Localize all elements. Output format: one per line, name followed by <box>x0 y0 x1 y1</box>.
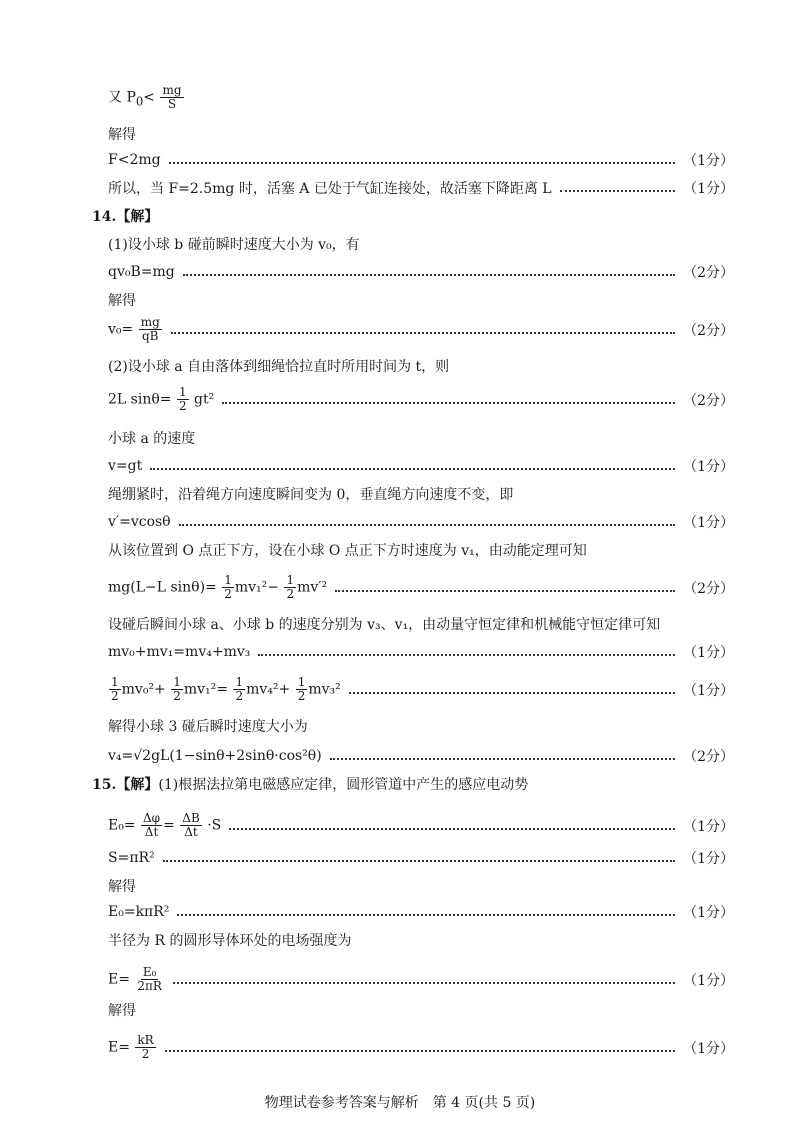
line-conclusion-piston: 所以，当 F=2.5mg 时，活塞 A 已处于气缸连接处，故活塞下降距离 L （1分） <box>108 178 734 198</box>
line-solve-3: 解得 <box>108 879 136 895</box>
leader-dots <box>179 522 675 526</box>
section-heading-15: 15.【解】(1)根据法拉第电磁感应定律，圆形管道中产生的感应电动势 <box>92 777 529 793</box>
line-collision-intro: 设碰后瞬间小球 a、小球 b 的速度分别为 v₃、v₁，由动量守恒定律和机械能守恒定律可知 <box>108 617 661 633</box>
leader-dots <box>183 272 675 276</box>
line-velocity-a: 小球 a 的速度 <box>108 431 196 447</box>
score: （1分） <box>683 682 734 699</box>
line-energy-conservation-eq: $\frac{1}{2}$ mv₀²+ $\frac{1}{2}$ mv₁²= $\frac{1}{2}$ mv₄²+ $\frac{1}{2}$ mv₃² （1分） <box>111 675 734 703</box>
leader-dots <box>560 188 675 192</box>
score: （1分） <box>683 905 734 921</box>
p0-prefix: 又 P <box>108 89 136 106</box>
leader-dots <box>335 588 675 592</box>
line-q14-part2-intro: (2)设小球 a 自由落体到细绳恰拉直时所用时间为 t，则 <box>108 359 450 375</box>
line-rope-tight: 绳绷紧时，沿着绳方向速度瞬间变为 0，垂直绳方向速度不变，即 <box>108 487 514 503</box>
line-e-field-eq: E= $\frac{\text{E₀}}{2\pi R}$ （1分） <box>108 965 734 993</box>
less-than: < <box>143 89 156 106</box>
line-faraday-eq: E₀= $\frac{\Delta\varphi}{\Delta t}$ = $\frac{\Delta B}{\Delta t}$ ·S （1分） <box>108 811 734 839</box>
leader-dots <box>229 826 675 830</box>
line-e0-result: E₀=kπR² （1分） <box>108 904 734 921</box>
line-inequality-p0 <box>108 84 734 111</box>
leader-dots <box>258 652 675 656</box>
score: （2分） <box>683 392 734 409</box>
leader-dots <box>222 400 675 404</box>
line-v0-result: v₀= $\frac{mg}{qB}$ （2分） <box>108 315 734 343</box>
line-q14-part1-intro: (1)设小球 b 碰前瞬时速度大小为 v₀，有 <box>108 237 360 253</box>
score: （1分） <box>683 515 734 531</box>
line-solve-2: 解得 <box>108 293 136 309</box>
leader-dots <box>171 330 675 334</box>
score: （1分） <box>683 1040 734 1057</box>
score: （2分） <box>683 322 734 339</box>
leader-dots <box>163 858 675 862</box>
leader-dots <box>165 1048 675 1052</box>
fraction-half: $\frac{1}{2}$ <box>235 675 244 703</box>
score: （2分） <box>683 265 734 281</box>
leader-dots <box>173 980 675 984</box>
fraction-half: $\frac{1}{2}$ <box>173 675 181 703</box>
fraction-db-dt: $\frac{\Delta B}{\Delta t}$ <box>182 811 200 839</box>
leader-dots <box>330 756 675 760</box>
score: （1分） <box>683 645 734 661</box>
line-v-gt: v=gt （1分） <box>108 458 734 475</box>
fraction-half: $\frac{1}{2}$ <box>224 573 232 601</box>
line-solve-4: 解得 <box>108 1003 136 1019</box>
fraction-e0-over-2pir: $\frac{\text{E₀}}{2\pi R}$ <box>137 965 162 993</box>
fraction-half: $\frac{1}{2}$ <box>286 573 295 601</box>
line-momentum-eq: mv₀+mv₁=mv₄+mv₃ （1分） <box>108 644 734 661</box>
leader-dots <box>349 690 675 694</box>
line-v-prime: v′=vcosθ （1分） <box>108 514 734 531</box>
line-solve-1: 解得 <box>108 127 136 143</box>
score: （2分） <box>683 580 734 597</box>
line-qv0b-eq: qv₀B=mg （2分） <box>108 264 734 281</box>
score: （1分） <box>683 818 734 835</box>
score: （1分） <box>683 851 734 867</box>
score: （1分） <box>683 181 734 197</box>
fraction-half: $\frac{1}{2}$ <box>297 675 306 703</box>
leader-dots <box>177 912 675 916</box>
line-kinetic-theorem-intro: 从该位置到 O 点正下方，设在小球 O 点正下方时速度为 v₁，由动能定理可知 <box>108 543 587 559</box>
line-area-eq: S=πR² （1分） <box>108 850 734 867</box>
fraction-dphi-dt: $\frac{\Delta\varphi}{\Delta t}$ <box>143 811 161 839</box>
leader-dots <box>150 466 675 470</box>
score: （2分） <box>683 749 734 765</box>
fraction-mg-over-s: $\frac{mg}{S}$ <box>162 83 182 111</box>
page-footer: 物理试卷参考答案与解析 第 4 页(共 5 页) <box>264 1095 536 1111</box>
leader-dots <box>169 160 675 164</box>
section-heading-14: 14.【解】 <box>92 209 159 225</box>
fraction-half: $\frac{1}{2}$ <box>178 385 187 413</box>
score: （1分） <box>683 459 734 475</box>
line-energy-eq: mg(L−L sinθ)= $\frac{1}{2}$ mv₁²− $\frac{1}{2}$ mv′² （2分） <box>108 573 734 601</box>
score: （1分） <box>683 153 734 169</box>
fraction-half: $\frac{1}{2}$ <box>111 675 119 703</box>
line-solve-v4-intro: 解得小球 3 碰后瞬时速度大小为 <box>108 719 308 735</box>
fraction-mg-over-qb: $\frac{mg}{qB}$ <box>140 315 160 343</box>
line-v4-result: v₄=√2gL(1−sinθ+2sinθ·cos²θ) （2分） <box>108 748 734 765</box>
p0-subscript: 0 <box>135 94 144 109</box>
score: （1分） <box>683 972 734 989</box>
line-field-intro: 半径为 R 的圆形导体环处的电场强度为 <box>108 933 352 949</box>
line-freefall-eq: 2L sinθ= $\frac{1}{2}$ gt² （2分） <box>108 385 734 413</box>
fraction-kr-over-2: $\frac{kR}{2}$ <box>137 1033 154 1061</box>
line-e-result: E= $\frac{kR}{2}$ （1分） <box>108 1033 734 1061</box>
line-f-lt-2mg: F<2mg （1分） <box>108 152 734 169</box>
